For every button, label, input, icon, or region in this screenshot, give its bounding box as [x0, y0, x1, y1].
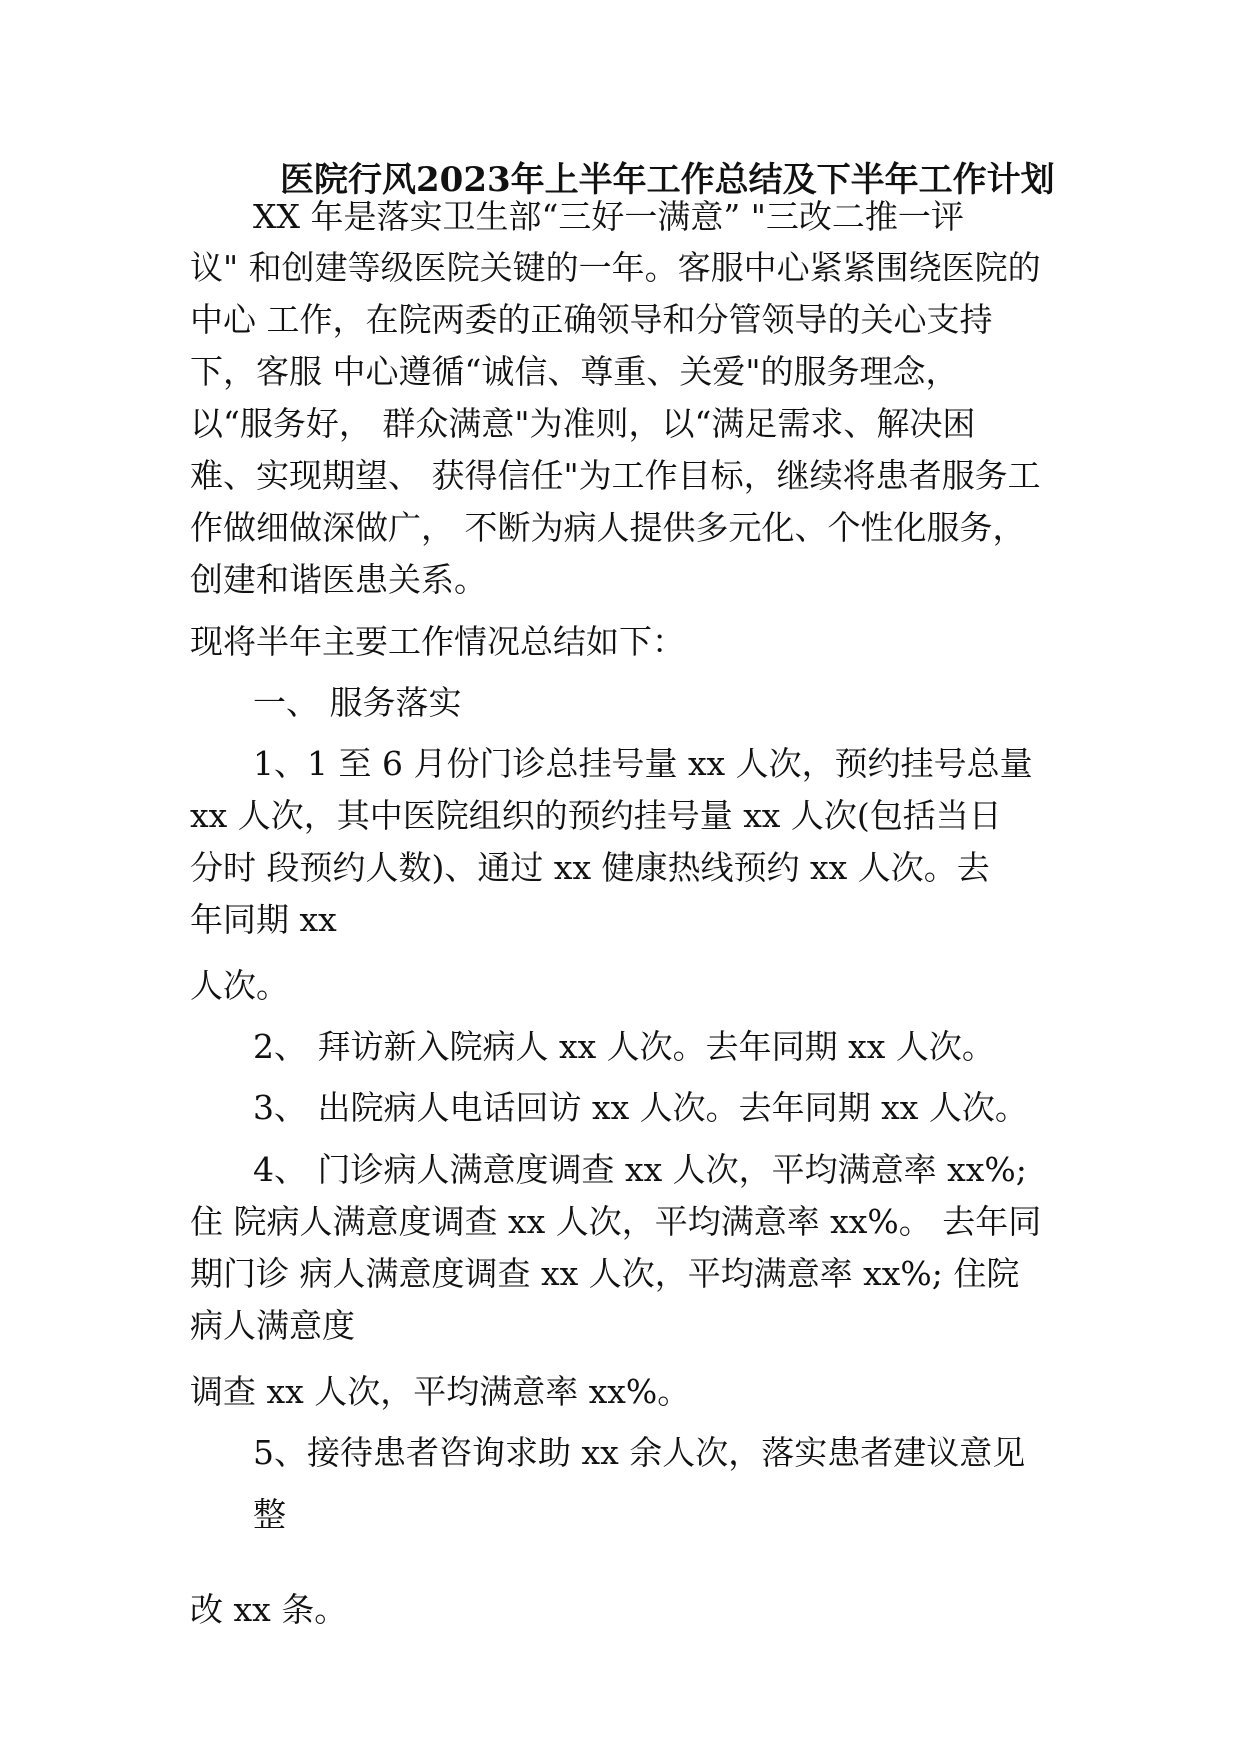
item-5-tail: 改 xx 条。 [190, 1590, 348, 1629]
summary-intro: 现将半年主要工作情况总结如下： [190, 622, 685, 661]
item-4-tail: 调查 xx 人次，平均满意率 xx%。 [190, 1372, 691, 1411]
intro-line-2: 议" 和创建等级医院关键的一年。客服中心紧紧围绕医院的 [190, 248, 1041, 287]
intro-line-1: XX 年是落实卫生部“三好一满意” "三改二推一评 [253, 197, 964, 236]
item-1-line-1: 1、1 至 6 月份门诊总挂号量 xx 人次，预约挂号总量 [253, 744, 1033, 783]
item-4-line-3: 期门诊 病人满意度调查 xx 人次，平均满意率 xx%; 住院 [190, 1254, 1020, 1293]
intro-line-6: 难、实现期望、 获得信任"为工作目标，继续将患者服务工 [190, 456, 1041, 495]
item-4-line-2: 住 院病人满意度调查 xx 人次，平均满意率 xx%。 去年同 [190, 1202, 1042, 1241]
intro-line-7: 作做细做深做广， 不断为病人提供多元化、个性化服务， [190, 508, 1026, 547]
item-3: 3、 出院病人电话回访 xx 人次。去年同期 xx 人次。 [253, 1088, 1028, 1127]
document-title: 医院行风2023年上半年工作总结及下半年工作计划 [280, 160, 1055, 200]
item-1-line-3: 分时 段预约人数)、通过 xx 健康热线预约 xx 人次。去 [190, 848, 990, 887]
item-2: 2、 拜访新入院病人 xx 人次。去年同期 xx 人次。 [253, 1027, 995, 1066]
item-5-line-1: 5、接待患者咨询求助 xx 余人次，落实患者建议意见 [253, 1433, 1026, 1472]
intro-line-8: 创建和谐医患关系。 [190, 560, 487, 599]
item-1-line-2: xx 人次，其中医院组织的预约挂号量 xx 人次(包括当日 [190, 796, 1002, 835]
item-4-line-1: 4、 门诊病人满意度调查 xx 人次，平均满意率 xx%; [253, 1150, 1027, 1189]
item-4-line-4: 病人满意度 [190, 1306, 355, 1345]
intro-line-3: 中心 工作，在院两委的正确领导和分管领导的关心支持 [190, 300, 993, 339]
item-1-tail: 人次。 [190, 966, 289, 1005]
intro-line-5: 以“服务好， 群众满意"为准则，以“满足需求、解决困 [190, 404, 976, 443]
intro-line-4: 下，客服 中心遵循“诚信、尊重、关爱"的服务理念， [190, 352, 959, 391]
item-1-line-4: 年同期 xx [190, 900, 337, 939]
item-5-line-2: 整 [253, 1495, 286, 1534]
section-1-heading: 一、 服务落实 [253, 683, 462, 722]
